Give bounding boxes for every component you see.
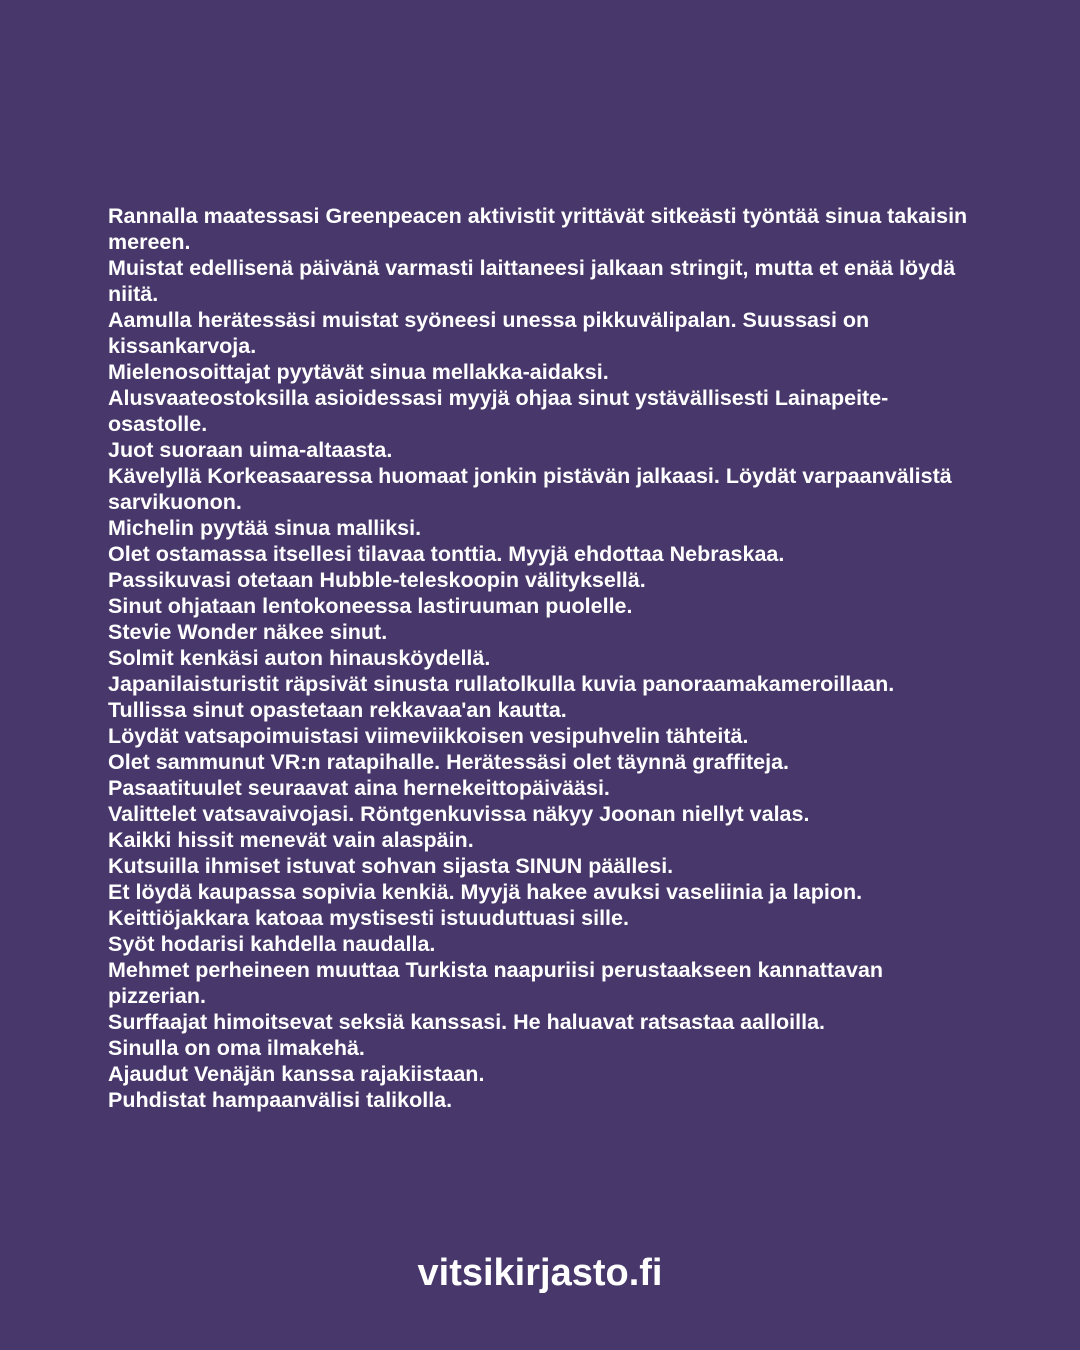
joke-line: Aamulla herätessäsi muistat syöneesi unessa pikkuvälipalan. Suussasi on kissankarvoja. (108, 308, 870, 358)
joke-line: Passikuvasi otetaan Hubble-teleskoopin välityksellä. (108, 568, 646, 592)
joke-line: Pasaatituulet seuraavat aina hernekeittopäivääsi. (108, 776, 610, 800)
joke-line: Surffaajat himoitsevat seksiä kanssasi. He haluavat ratsastaa aalloilla. (108, 1010, 826, 1034)
joke-line: Puhdistat hampaanvälisi talikolla. (108, 1088, 453, 1112)
joke-line: Sinulla on oma ilmakehä. (108, 1036, 365, 1060)
joke-line: Sinut ohjataan lentokoneessa lastiruuman puolelle. (108, 594, 633, 618)
joke-line: Keittiöjakkara katoaa mystisesti istuuduttuasi sille. (108, 906, 629, 930)
joke-line: Kävelyllä Korkeasaaressa huomaat jonkin pistävän jalkaasi. Löydät varpaanvälistä sarvikuonon. (108, 464, 952, 514)
joke-line: Löydät vatsapoimuistasi viimeviikkoisen vesipuhvelin tähteitä. (108, 724, 749, 748)
joke-line: Alusvaateostoksilla asioidessasi myyjä ohjaa sinut ystävällisesti Lainapeite-osastolle. (108, 386, 889, 436)
joke-line: Et löydä kaupassa sopivia kenkiä. Myyjä hakee avuksi vaseliinia ja lapion. (108, 880, 863, 904)
joke-line: Kutsuilla ihmiset istuvat sohvan sijasta SINUN päällesi. (108, 854, 674, 878)
joke-line: Rannalla maatessasi Greenpeacen aktivistit yrittävät sitkeästi työntää sinua takaisin mereen. (108, 204, 968, 254)
joke-line: Michelin pyytää sinua malliksi. (108, 516, 422, 540)
joke-line: Olet ostamassa itsellesi tilavaa tonttia. Myyjä ehdottaa Nebraskaa. (108, 542, 785, 566)
joke-line: Valittelet vatsavaivojasi. Röntgenkuvissa näkyy Joonan niellyt valas. (108, 802, 810, 826)
joke-line: Tullissa sinut opastetaan rekkavaa'an kautta. (108, 698, 567, 722)
joke-line: Japanilaisturistit räpsivät sinusta rullatolkulla kuvia panoraamakameroillaan. (108, 672, 895, 696)
joke-line: Juot suoraan uima-altaasta. (108, 438, 393, 462)
joke-line: Ajaudut Venäjän kanssa rajakiistaan. (108, 1062, 485, 1086)
joke-list (108, 203, 978, 1113)
site-brand: vitsikirjasto.fi (417, 1252, 663, 1294)
joke-line: Olet sammunut VR:n ratapihalle. Herätessäsi olet täynnä graffiteja. (108, 750, 790, 774)
joke-line: Mehmet perheineen muuttaa Turkista naapuriisi perustaakseen kannattavan pizzerian. (108, 958, 884, 1008)
joke-line: Solmit kenkäsi auton hinausköydellä. (108, 646, 491, 670)
joke-line: Stevie Wonder näkee sinut. (108, 620, 388, 644)
joke-line: Syöt hodarisi kahdella naudalla. (108, 932, 436, 956)
joke-line: Muistat edellisenä päivänä varmasti laittaneesi jalkaan stringit, mutta et enää löydä niitä. (108, 256, 956, 306)
joke-line: Kaikki hissit menevät vain alaspäin. (108, 828, 474, 852)
joke-line: Mielenosoittajat pyytävät sinua mellakka-aidaksi. (108, 360, 609, 384)
